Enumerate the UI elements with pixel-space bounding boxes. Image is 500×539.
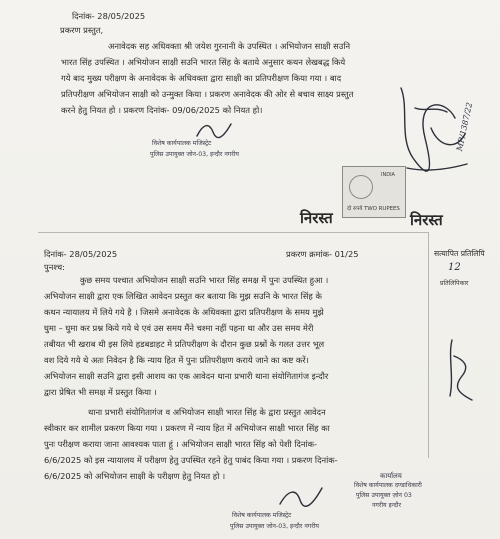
bottom-para2-line-4: 6/6/2025 को इस न्यायालय में परीक्षण हेतु उपस्थित रहने हेतु पाबंद किया गया । प्रकरण दिनांक- — [44, 455, 338, 465]
bottom-line-1: कुछ समय पश्चात अभियोजन साक्षी सउनि भारत सिंह समक्ष में पुनः उपस्थित हुआ । — [80, 275, 329, 285]
bottom-para2-line-5: 6/6/2025 को अभियोजन साक्षी के परीक्षण हेतु नियत हो । — [44, 471, 226, 481]
bottom-para2-line-3: पुनः परीक्षण कराया जाना आवश्यक पाता हूं । अभियोजन साक्षी भारत सिंह को पेशी दिनांक- — [44, 439, 318, 449]
emblem-icon — [349, 175, 373, 199]
right-column-divider — [428, 232, 429, 458]
cancelled-stamp-right: निरस्त — [410, 211, 443, 229]
court-fee-stamp — [342, 166, 406, 218]
top-line-5: करने हेतु नियत हो । प्रकरण दिनांक- 09/06/2025 को नियत हो। — [61, 105, 263, 115]
side-subtitle: प्रतिलिपिकार — [440, 280, 469, 287]
bottom-heading: पुनश्च: — [44, 262, 65, 272]
office-stamp-line-4: नगरीय इन्दौर — [372, 502, 401, 509]
bottom-stamp-signature — [278, 482, 324, 510]
top-date: दिनांक- 28/05/2025 — [72, 11, 146, 21]
office-stamp-line-3: पुलिस उपायुक्त ज़ोन 03 — [356, 492, 412, 499]
case-number: प्रकरण क्रमांक- 01/25 — [286, 249, 359, 259]
bottom-para2-line-2: स्वीकार कर शामील प्रकरण किया गया । प्रकरण में न्याय हित में अभियोजन साक्षी भारत सिंह का — [44, 423, 330, 433]
top-line-2: भारत सिंह उपस्थित । अभियोजन साक्षी सउनि भारत सिंह के बताये अनुसार कथन लेखबद्ध किये — [61, 57, 346, 67]
top-line-1: अनावेदक सह अधिवक्ता श्री जयेश गुरनानी के उपस्थित । अभियोजन साक्षी सउनि — [108, 41, 351, 51]
top-stamp-line-2: पुलिस उपायुक्त जोन-03, इन्दौर नगरीय — [150, 151, 240, 158]
side-mark: 12 — [448, 262, 461, 273]
court-fee-top-text: INDIA — [381, 172, 395, 178]
section-divider — [38, 232, 428, 233]
bottom-line-5: तबीयत भी खराब थी इस लिये हडबडाहट मे प्रतिपरीक्षण के दौरान कुछ प्रश्नों के गलत उत्तर भूल — [44, 339, 325, 349]
bottom-stamp-line-1: विशेष कार्यपालक मजिस्ट्रेट — [232, 512, 292, 519]
top-stamp-line-1: विशेष कार्यपालक मजिस्ट्रेट — [152, 140, 212, 147]
bottom-line-6: वश दिये गये थे अतः निवेदन है कि न्याय हित में पुनः प्रतिपरीक्षण कराये जाने का कष्ट करें। — [44, 355, 309, 365]
side-signature — [444, 336, 478, 406]
bottom-line-2: अभियोजन साक्षी द्वारा एक लिखित आवेदन प्रस्तुत कर बताया कि मुझ सउनि के भारत सिंह के — [44, 291, 322, 301]
bottom-line-7: अभियोजन साक्षी सउनि द्वारा इसी आशय का एक आवेदन थाना प्रभारी थाना संयोगितागंज इन्दौर — [44, 371, 329, 381]
court-fee-label: दो रुपये TWO RUPEES — [347, 206, 400, 212]
bottom-line-3: कथन न्यायालय में लिये गये है । जिसमे अनावेदक के अधिवक्ता द्वारा प्रतिपरीक्षण के समय मुझे — [44, 307, 324, 317]
top-line-3: गये बाद मुख्य परीक्षण के अनावेदक के अधिवक्ता द्वारा साक्षी का प्रतिपरीक्षण किया गया । बाद — [61, 73, 342, 83]
bottom-line-8: द्वारा प्रेषित भी समक्ष में प्रस्तुत किया । — [44, 387, 157, 397]
top-line-4: प्रतिपरीक्षण अभियोजन साक्षी को उन्मुक्त किया । प्रकरण अनावेदक की ओर से बचाव साक्ष्य प्रस्तुत — [61, 89, 354, 99]
bottom-stamp-line-2: पुलिस उपायुक्त जोन-03, इन्दौर नगरीय — [230, 523, 320, 530]
office-stamp-line-1: कार्यालय — [380, 472, 402, 480]
bottom-para2-line-1: थाना प्रभारी संयोगितागंज व अभियोजन साक्षी भारत सिंह के द्वारा प्रस्तुत आवेदन — [88, 407, 326, 417]
top-stamp-signature — [195, 118, 235, 142]
side-header: सत्यापित प्रतिलिपि — [434, 249, 485, 258]
cancelled-stamp-left: निरस्त — [300, 209, 333, 227]
bottom-date: दिनांक- 28/05/2025 — [44, 249, 118, 259]
bottom-line-4: घुमा – घुमा कर प्रश्न किये गये थे एवं उस समय मैंने चश्मा नहीं पहना था और उस समय मेरी — [44, 323, 314, 333]
top-heading: प्रकरण प्रस्तुत, — [60, 25, 104, 35]
margin-note: MP/1387/22 — [455, 101, 475, 152]
office-stamp-line-2: विशेष कार्यपालक दण्डाधिकारी — [354, 482, 422, 489]
